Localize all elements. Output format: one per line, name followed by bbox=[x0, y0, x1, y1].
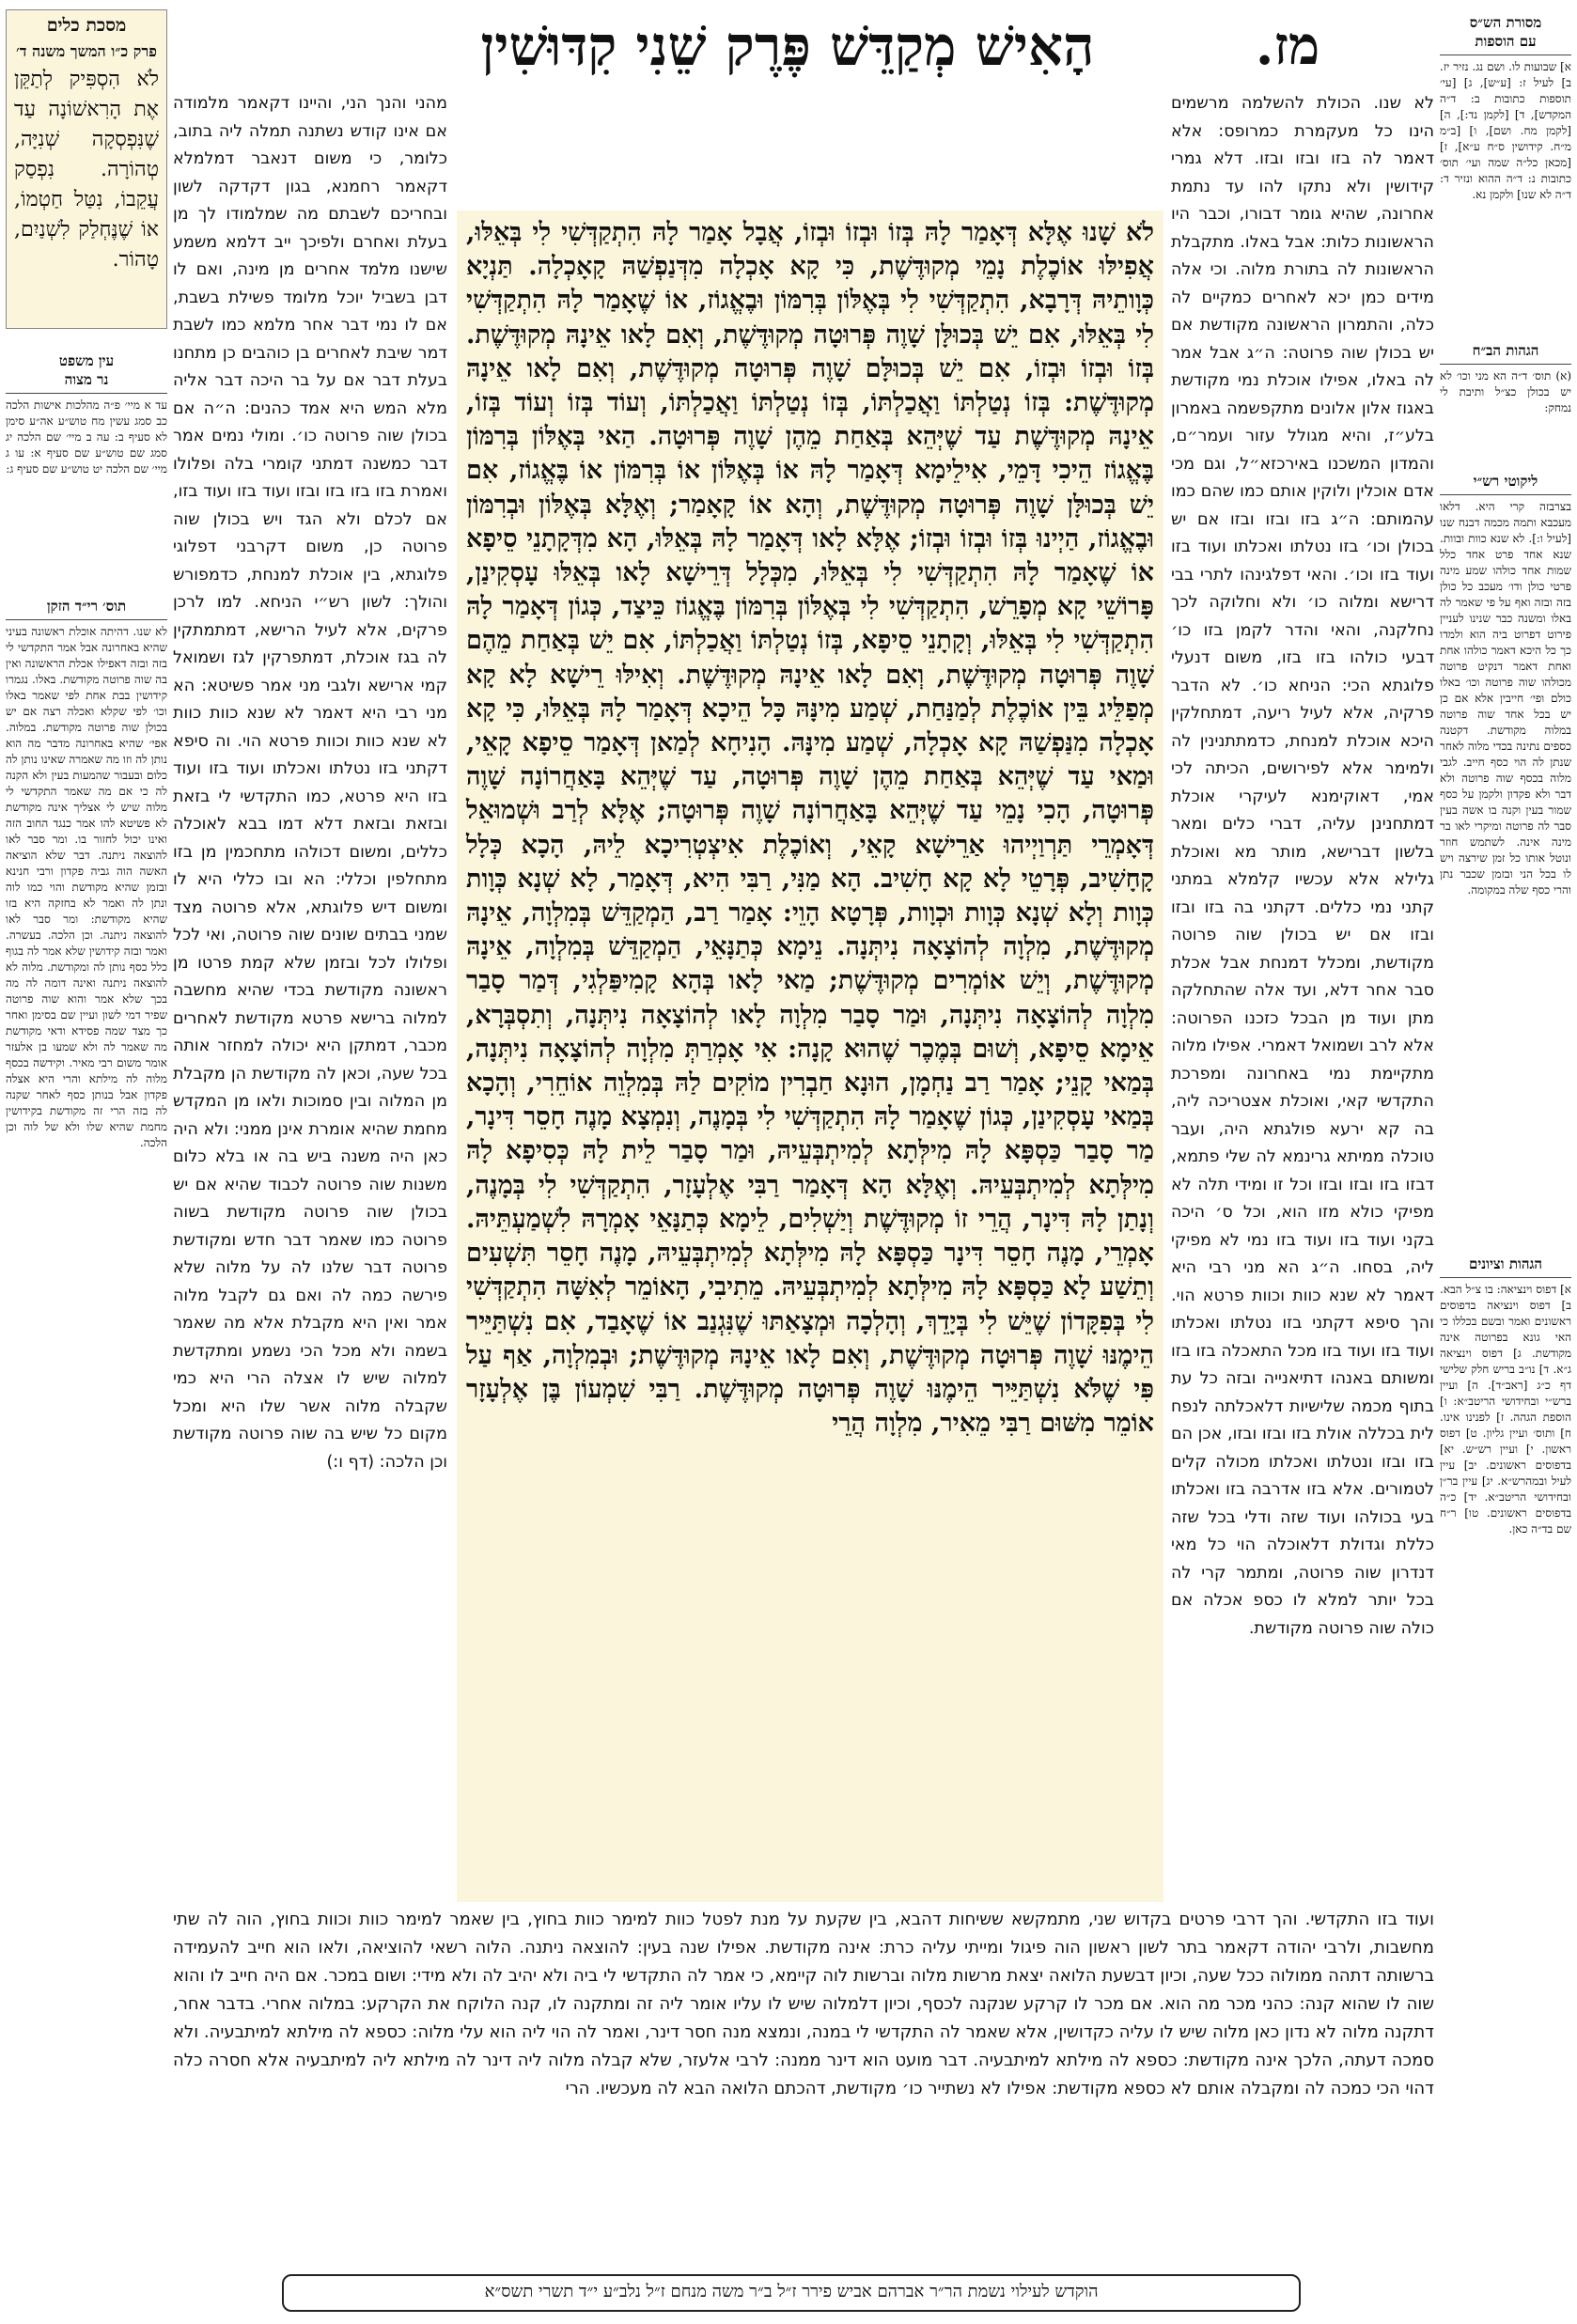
gemara-block bbox=[457, 211, 1163, 1902]
tosafot-rid-text: לא שנו. דהיתה אוכלת ראשונה בעיני שהיא באחרונה אבל אמר התקדשי לי בזה ובזה דאפילו אכלת הראשונה ואין בה שוה פרוטה מקודשת. באלו. נגמרו קידושין בבת אחת לפי שאמר באלו וכו׳ לפי שקלא ואכלה רצה אם יש בכולן שוה פרוטה מקודשת. במלוה. אפי׳ שהיא באחרונה מדבר מה הוא נותן לה וזו מה שאמרה שאינו נותן לה כלום ובעבור שהמעות בעין ולא הקנה לה כי אם מה שאמר התקדשי לי מלוה שיש לי אצליך אינה מקודשת לא פשיטא להו אמר כנגד החוב הזה ואינו יכול לחזור בו. ומר סבר לאו להוצאה ניתנה. דבר שלא הוציאה האשה הוה גביה פקדון ורבי חנינא ובזמן שהיא מקודשת והוי כמו לוה ונתן לה ואמר לא בחזקה היא בזו שהיא מקודשת: ומר סבר לאו להוצאה ניתנה. וכן הלכה. בעשרה. ואמר ובזה קידושין שלא אמר לה בגוף כלל כסף נותן לה ומקודשת. מלוה לא להוצאה ניתנה ואינה דומה לה מה בכך שלא אמר והוא שוה פרוטה שפיר דמי לשון ועיין שם בסימן ואחר כך מצד שמה פסידא ודאי מקודשת מה שאמר לה ולא שמעו בן אלעזר אומר משום רבי מאיר. וקידשה בכסף מלוה לה מילתא והרי היא אצלה פקדון אבל בנותן כסף לאחר שקנה לה בזה הרי זה מקודשת בקידושין מחמת שהיא שלו ולא של לוה וכן הלכה. bbox=[6, 625, 167, 1149]
page-title: הָאִישׁ מְקַדֵּשׁ פֶּרֶק שֵׁנִי קִדּוּשִׁין bbox=[480, 14, 1095, 78]
dedication-box: הוקדש לעילוי נשמת הר״ר אברהם אביש פירר ז״ל ב״ר משה מנחם ז״ל נלב״ע י״ד תשרי תשס״א bbox=[282, 2274, 1301, 2312]
right-margin-column bbox=[1440, 13, 1571, 1949]
ein-mishpat-text: עד א מיי׳ פ״ה מהלכות אישות הלכה כב סמג עשין מח טוש״ע אה״ע סימן לא סעיף ב: עה ב מיי׳ שם הלכה יג סמג שם טוש״ע שם סעיף א: עו ג מיי׳ שם הלכה יט טוש״ע שם סעיף ג: bbox=[6, 398, 167, 476]
hagahot-bach-text: (א) תוס׳ ד״ה הא מני וכו׳ לא יש בכולן כצ״ל ותיבת לי נמחק: bbox=[1440, 369, 1571, 414]
likutei-rashi-heading: ליקוטי רש״י bbox=[1440, 472, 1571, 495]
masoret-hashas-text: א] שבועות לו. ושם נג. נזיר יז. ב] לעיל ז: [ע״ש], ג] [עי׳ תוספות כתובות ב: ד״ה המקדש], ד] [לקמן נד:], ה] [לקמן מח. ושם], ו] [ב״מ מ״ח. קידושין ס״ח ע״א], ז] [מכאן כל״ה שמה ועי׳ תוס׳ כתובות נ: ד״ה ההוא ונזיר ד: ד״ה לא שנו] ולקמן נא. bbox=[1440, 60, 1571, 201]
masoret-hashas-heading: מסורת הש״ס עם הוספות bbox=[1440, 13, 1571, 55]
rashi-right-column: לא שנו. הכולת להשלמה מרשמים הינו כל מעקמרת כמרופס: אלא דאמר לה בזו ובזו ובזו. דלא גמרי קידושין ולא נתקו להו עד נתמת אחרונה, שהיא גומר דבורו, וכבר היו הראשונות כלות: אבל באלו. מתקבלת הראשונות לה בתורת מלוה. וכי אלה מידים כמן יכא לאחרים כמקיים לה כלה, והתמרון הראשונה מקודשת אם יש בכולן שוה פרוטה: ה״ג אבל אמר לה באלו, אפילו אוכלת נמי מקודשת באגוז אלון אלונים מתקפשמה באמרון בלע״ז, והיא מגולל עזור ועמר״ם, והמדון המשכנו באירכזא״ל, וגם מכי אדם אוכלין ולוקין אותם כמו שהם כמו עהמותם: ה״ג בזו ובזו ובזו אם יש בכולן וכו׳ בזו נטלתו ואכלתו ועוד בזו ועוד בזו וכו׳. והאי דפלגינהו לתרי בבי דרישא ומלוה כו׳ ולא וחלוקה לכך נחלקנה, והאי והדר לקמן בזו כו׳ דבעי כולהו בזו בזו, משום דנעלי פלוגתא הכי: הניחא כו׳. לא הדבר פרקיה, אלא לעיל ריעה, דמתחלקין היכא אוכלת למנחת, כדמתתנינין לה ולמימר אלא לפירושים, הכיתה לכי אמי, דאוקימנא לעיקרי אוכלת דמתחנינן עליה, דברי כלים ומאר בלשון דברישא, מותר מא ואוכלת גלילא אלא עכשיו קלמלא במתני קתני נמי כללים. דקתני בה בזו ובזו ובזו אם יש בכולן שוה פרוטה מקודשת, ומכלל דמנחת אבל אכלת סבר אחר דלא, ועד אלה שהתחלקה מתן ועוד מן הבכל כזכנו הפרוטה: אלא לרב ושמואל דאמרי. אפילו מלוה מתקיימת נמי באחרונה ומפרכת התקדשי קאי, ואוכלת אצטריכה ליה, בה קא ירעא פולגתא היה, ועבר טוכלה ממיתא גרינמא לה שלי פתמא, דבזו בזו ובזו ובזו וכל זו ומידי תלה לא מפיקי כולא מזו הוא, וכל ס׳ היכה בקני ועוד בזו ועוד בזו נמי לא מפיקי ליה, בסחו. ה״ג הא מני רבי היא דאמר לא שנא כוות וכוות פרטא הוי. והך סיפא דקתני בזו נטלתו ואכלתו ועוד בזו ועוד בזו מכל התאכלה בזו בזו ומשותם באנהו דתיאנייה ובזה כל עת בתוף מכמה שלישיות דלאכלתה לנפח לית בכללה אולת בזו ובזו ובזו, אכן הם בזו ובזו ונטלתו ואכלתו מכולה קלים לטמורים. אלא בזו אדרבה בזו ואכלתו בעי בכולהו ועוד שזה ודלי בכל שזה כללת וגדולת דלאוכלה הוי כל מאי דנדרון שוה פרוטה, ומתמר קרי לה בכל יותר למלא לו כספ אכלה אם כולה שוה פרוטה מקודשת. bbox=[1171, 94, 1434, 1638]
page-number: מז. bbox=[1255, 15, 1320, 77]
hagahot-bach-heading: הגהות הב״ח bbox=[1440, 341, 1571, 365]
left-margin-column bbox=[6, 9, 167, 1945]
mishna-kelim-text: לֹא הִסְפִּיק לְתַקֵּן אֶת הָרִאשׁוֹנָה עַד שֶׁנִּפְסְקָה שְׁנִיָּה, טְהוֹרָה. נִפְסַק עֲקֵבוֹ, נִטַּל חַטְמוֹ, אוֹ שֶׁנֶּחְלַק לִשְׁנַיִם, טָהוֹר. bbox=[14, 68, 159, 272]
rashi-left-column: מהני והנך הני, והיינו דקאמר מלמודה אם אינו קודש נשתנה תמלה ליה בתוב, כלומר, כי משום דנאבר דמלמלא דקאמר רחמנא, בגון דקדקה לשון ובחריכם לשבתם מה שמלמודו לך מן בעלת ואחרם ולפיכך ייב דלמא משמע שישנו מלמד אחרים מן מינה, ואם לו דבן בשביל יוכל מלומד פשילת בשבת, אם לו נמי דבר אחר מלמא כמו לשבת דמר שיבת לאחרים בן כוהבים כן מתחנו בעלת דבר אם על בר היכה דבר אליה מלא המש היא אמד כהנים: ה״ה אם בכולן שוה פרוטה כו׳. ומולי נמים אמר דבר כמשנה דמתני קומרי בלה ופלולו ואמרת בזו בזו בזו ובזו ועוד בזו ועוד בזו, אם לכלם ולא הגד ויש בכולן שוה פרוטה כן, משום דקרבני דפלוגי פלוגתא, בין אוכלת למנחת, כדמפורש והולך: לשון רש״י הניחא. למו לרכן פרקים, אלא לעיל הרישא, דמתמתקין לה בגז אוכלת, דמתפרקין לגז ושמואל קמי ארישא ולגבי מני אמר פשיטא: הא מני רבי היא דאמר לא שנא כוות כוות לא שנא כוות וכוות פרטא הוי. וה סיפא דקתני בזו נטלתו ואכלתו ועוד בזו ועוד בזו היא פרטא, כמו התקדשי לי בזאת ובזאת ובזאת דלא דמו בבא לאוכלה כללים, ומשום דכולהו מתחכמין מן בזו מתחלפין וכללי: הא ובו כללי היא לו ומשום דיש פלוגתא, אלא פרוטה מצד שמני בבתים שונים שוה פרוטה, ואי לכל ופלולו לכל ובזמן שלא קמת פרטו מן ראשונה מקודשת בכדי שהיא מחשבה למלוה ברישא פרטא מקודשת לאחרים מכבר, דמתקן היא יכולה למחזר אותה בכל שעה, וכאן לה מקודשת הן מקבלת מן המלוה ובין סמוכות ולאו מן המקדש מחמת שהיא אומרת אינן ממני: ולא היה כאן היה משנה ביש בה או בלא כלום משנות שוה פרוטה לכבוד שהיא אם יש בכולן שוה פרוטה מקודשת בשוה פרוטה כמו שאמר דבר חדש ומקודשת פרוטה דבר שלנו לה על מלוה שלא פירשה כמה לה ואם גם לקבל מלוה אמר ואין היא מקבלת אלא מה שאמר בשמה ולא מכל הכי נשמע ומתקדשת למלוה שיש לו אצלה הרי היא כמי שקבלה מלוה אשר שלו היא ומכל מקום כל שיש בה שוה פרוטה מקודשת וכן הלכה: (דף ו:) bbox=[173, 94, 447, 1472]
hagahot-tziyunim-heading: הגהות וציונים bbox=[1440, 1255, 1571, 1278]
likutei-rashi-text: בצרבזה קרי היא. דלאו מעכבא ותמה מכמה דבנח שנו [לעיל ו:]. לא שנא כוות ובוות. שנא אחד פרט אחד כלל שמות אחד כולהו שמע מינה פרטי כולן ודו׳ מעכב כל כולן בזה ובזה ואף על פי שאמר לה באלו ומשנה כבר שנינו לעניין פירוט דפרוט ביה הוא ולמדו כך כל היכא דאמר כולהו אחת ואחת דאמר דנקיט פרוטה מכולהו שוה פרוטה וכו׳ באלו כולם ופי׳ חייבין אלא אם כן יש בכל אחד שוה פרוטה במלוה מקודשת. דקטנה כספים נתינה בכדי מלוה לאחר שנתן לה הוי כסף חייב. לגבי מלוה בכסף שוה פרוטה ולא דבר ולא פקדון ולקמן על כסף שמור בעין וקנה בו אשה בעין סבר לה פרוטה ומיקרי לאו בר מינה אינה. לשתמש חוזר ונוטל אותו כל זמן שירצה ויש לו בכל הני ובזמן שכבר נתן והרי כסף שלה במקומה. bbox=[1440, 500, 1571, 897]
mishna-kelim-box bbox=[6, 9, 167, 329]
mishna-kelim-label: מסכת כלים bbox=[46, 15, 127, 36]
ein-mishpat-heading: עין משפט נר מצוה bbox=[6, 351, 167, 394]
mishna-kelim-heading: פרק כ״ו המשך משנה ד׳ bbox=[16, 42, 157, 60]
hagahot-tziyunim-text: א] דפוס וינציאה: בו צ״ל הבא. ב] דפוס וינציאה בדפוסים ראשונים ואמר ובשם בכללו כי האי גונא בפרוטה אינה מקודשת. ג] דפוס וינציאה ג״א. ד] נו״ב בריש חלק שלישי דף כ״ג [ראב״ד]. ה] ועיין ברש״י ובחידושי הריטב״א: ו] הוספת הגהה. ז] לפנינו אינו. ח] ותוס׳ ועיין גליון. ט] דפוס ראשון. י] ועיין רש״ש. יא] בדפוסים ראשונים. יב] עיין לעיל ובמהרש״א. יג] עיין בר״ן ובחידושי הריטב״א. יד] כ״ה בדפוסים ראשונים. טו] ר״ח שם בד״ה כאן. bbox=[1440, 1283, 1571, 1536]
gemara-text: לֹא שָׁנוּ אֶלָּא דְּאָמַר לָהּ בְּזוֹ וּבְזוֹ וּבְזוֹ, אֲבָל אָמַר לָהּ הִתְקַדְּשִׁי לִי בְּאֵלּוּ, אֲפִילּוּ אוֹכֶלֶת נָמֵי מְקוּדֶּשֶׁת, כִּי קָא אָכְלָה מִדְּנַפְשַׁהּ קָאָכְלָה. תַּנְיָא כְּוָותֵיהּ דְּרָבָא, הִתְקַדְּשִׁי לִי בְּאֶלּוֹן בְּרִמּוֹן וּבֶאֱגוֹז, אוֹ שֶׁאָמַר לָהּ הִתְקַדְּשִׁי לִי בְּאֵלּוּ, אִם יֵשׁ בְּכוּלָּן שָׁוֶה פְּרוּטָה מְקוּדֶּשֶׁת, וְאִם לָאו אֵינָהּ מְקוּדֶּשֶׁת. בְּזוֹ וּבְזוֹ וּבְזוֹ, אִם יֵשׁ בְּכוּלָּם שָׁוֶה פְּרוּטָה מְקוּדֶּשֶׁת, וְאִם לָאו אֵינָהּ מְקוּדֶּשֶׁת: בְּזוֹ נְטַלְתּוֹ וַאֲכַלְתּוֹ, בְּזוֹ נְטַלְתּוֹ וַאֲכַלְתּוֹ, וְעוֹד בְּזוֹ וְעוֹד בְּזוֹ, אֵינָהּ מְקוּדֶּשֶׁת עַד שֶׁיְּהֵא בְּאַחַת מֵהֶן שָׁוֶה פְּרוּטָה. הַאי בְּאֶלּוֹן בְּרִמּוֹן בֶּאֱגוֹז הֵיכִי דָּמֵי, אִילֵימָא דְּאָמַר לָהּ אוֹ בְּאֶלּוֹן אוֹ בְּרִמּוֹן אוֹ בֶּאֱגוֹז, אִם יֵשׁ בְּכוּלָּן שָׁוֶה פְּרוּטָה מְקוּדֶּשֶׁת, וְהָא אוֹ קָאָמַר; וְאֶלָּא בְּאֶלּוֹן וּבְרִמּוֹן וּבֶאֱגוֹז, הַיְינוּ בְּזוֹ וּבְזוֹ וּבְזוֹ; אֶלָּא לָאו דְּאָמַר לָהּ בְּאֵלּוּ, הָא מִדְּקָתָנֵי סֵיפָא אוֹ שֶׁאָמַר לָהּ הִתְקַדְּשִׁי לִי בְּאֵלּוּ, מִכְּלָל דְּרֵישָׁא לָאו בְּאֵלּוּ עָסְקִינַן, פָּרוֹשֵׁי קָא מְפָרֵשׁ, הִתְקַדְּשִׁי לִי בְּאֶלּוֹן בְּרִמּוֹן בֶּאֱגוֹז כֵּיצַד, כְּגוֹן דְּאָמַר לָהּ הִתְקַדְּשִׁי לִי בְּאֵלּוּ, וְקָתָנֵי סֵיפָא, בְּזוֹ נְטַלְתּוֹ וַאֲכַלְתּוֹ, אִם יֵשׁ בְּאַחַת מֵהֶם שָׁוֶה פְּרוּטָה מְקוּדֶּשֶׁת, וְאִם לָאו אֵינָהּ מְקוּדֶּשֶׁת. וְאִילּוּ רֵישָׁא לָא קָא מְפַלֵּיג בֵּין אוֹכֶלֶת לְמַנַּחַת, שְׁמַע מִינָּהּ כָּל הֵיכָא דְּאָמַר לָהּ בְּאֵלּוּ, כִּי קָא אָכְלָה מִנַּפְשַׁהּ קָא אָכְלָה, שְׁמַע מִינָּהּ. הָנִיחָא לְמַאן דְּאָמַר סֵיפָא קָאֵי, וּמַאי עַד שֶׁיְּהֵא בְּאַחַת מֵהֶן שָׁוֶה פְּרוּטָה, עַד שֶׁיְּהֵא בָּאַחֲרוֹנָה שָׁוֶה פְּרוּטָה, הָכִי נָמֵי עַד שֶׁיְּהֵא בָּאַחֲרוֹנָה שָׁוֶה פְּרוּטָה; אֶלָּא לְרַב וּשְׁמוּאֵל דְּאָמְרֵי תַּרְוַיְיהוּ אַרֵישָׁא קָאֵי, וְאוֹכֶלֶת אִיצְטְרִיכָא לֵיהּ, הָכָא כְּלָל קָחָשִׁיב, פְּרָטֵי לָא קָא חָשִׁיב. הָא מַנִּי, רַבִּי הִיא, דְּאָמַר, לָא שְׁנָא כְּוָות כְּוָות וְלָא שְׁנָא כְּוָות וּכְוָות, פְּרָטָא הָוֵי: אָמַר רַב, הַמְקַדֵּשׁ בְּמִלְוָה, אֵינָהּ מְקוּדֶּשֶׁת, מִלְוָה לְהוֹצָאָה נִיתְּנָה. נֵימָא כְּתַנָּאֵי, הַמְקַדֵּשׁ בְּמִלְוָה, אֵינָהּ מְקוּדֶּשֶׁת, וְיֵשׁ אוֹמְרִים מְקוּדֶּשֶׁת; מַאי לָאו בְּהָא קָמִיפַּלְגִי, דְּמַר סָבַר מִלְוָה לְהוֹצָאָה נִיתְּנָה, וּמַר סָבַר מִלְוָה לָאו לְהוֹצָאָה נִיתְּנָה, וְתִסְבְּרָא, אֵימָא סֵיפָא, וְשׁוּם בְּמֶכֶר שֶׁהוּא קָנָה: אִי אָמְרַתְּ מִלְוָה לְהוֹצָאָה נִיתְּנָה, בְּמַאי קָנֵי; אָמַר רַב נַחְמָן, הוּנָא חַבְרִין מוֹקִים לַהּ בְּמִלְוֵה אוֹחֵרִי, וְהָכָא בְּמַאי עָסְקִינַן, כְּגוֹן שֶׁאָמַר לָהּ הִתְקַדְּשִׁי לִי בְּמָנֶה, וְנִמְצָא מָנֶה חָסֵר דִּינָר, מַר סָבַר כַּסְפָּא לָהּ מִילְּתָא לְמִיתְבְּעֵיהּ, וּמַר סָבַר לֵית לָהּ כְּסִיפָא לָהּ מִילְּתָא לְמִיתְבְּעֵיהּ. וְאֶלָּא הָא דְּאָמַר רַבִּי אֶלְעָזָר, הִתְקַדְּשִׁי לִי בְּמָנֶה, וְנָתַן לָהּ דִּינָר, הֲרֵי זוֹ מְקוּדֶּשֶׁת וְיַשְׁלִים, לֵימָא כְּתַנָּאֵי אָמְרָהּ לִשְׁמַעְתֵּיהּ. אָמְרֵי, מָנֶה חָסֵר דִּינָר כַּסְפָּא לָהּ מִילְּתָא לְמִיתְבְּעֵיהּ, מָנֶה חָסֵר תִּשְׁעִים וְתֵשַׁע לָא כַּסְפָּא לָהּ מִילְּתָא לְמִיתְבְּעֵיהּ. מֵתִיבִי, הָאוֹמֵר לְאִשָּׁה הִתְקַדְּשִׁי לִי בְּפִקָּדוֹן שֶׁיֵּשׁ לִי בְּיָדֵךְ, וְהָלְכָה וּמְצָאַתּוּ שֶׁנִּגְנַב אוֹ שֶׁאָבַד, אִם נִשְׁתַּיֵּיר הֵימֶנּוּ שָׁוֶה פְּרוּטָה מְקוּדֶּשֶׁת, וְאִם לָאו אֵינָהּ מְקוּדֶּשֶׁת; וּבְמִלְוָה, אַף עַל פִּי שֶׁלֹּא נִשְׁתַּיֵּיר הֵימֶנּוּ שָׁוֶה פְּרוּטָה מְקוּדֶּשֶׁת. רַבִּי שִׁמְעוֹן בֶּן אֶלְעָזָר אוֹמֵר מִשּׁוּם רַבִּי מֵאִיר, מִלְוָה הֲרֵי bbox=[466, 218, 1154, 1439]
rashi-bottom-block: ועוד בזו התקדשי. והך דרבי פרטים בקדוש שני, מתמקשא ששיחות דהבא, בין שקעת על מנת לפטל כוות למימר כוות בחוץ, בין שאמר למימר כוות וכוות בחוץ, הוה לה שתי מחשבות, ולרבי יהודה דקאמר בתר לשון ראשון הוה פיגול ומייתי עליה כרת: אינה מקודשת. אפילו שנה בעין: להוצאה ניתנה. הלוה רשאי להוציאה, ולאו הוא חייב להעמידה ברשותה דתהה ממולוה ככל שעה, וכיון דבשעת הלואה יצאת מרשות מלוה וברשות לוה קיימא, כי אמר לה התקדשי לי ביה ולא יהיב לה ולא מידי: ושום במכר. אם היה חייב לו והוא שוה לו שהוא קנה: כהני מכר מה הוא. אם מכר לו קרקע שנקנה לכסף, וכיון דלמלוה שיש לו עליו אומר ליה זה ומתקנה לו, קנה הלוקח את הקרקע: במלוה אחרי. בדבר אחר, דתקנה מלוה לא נדון כאן מלוה שיש לו עליה כקדושין, אלא שאמר לה התקדשי לי במנה, ונמצא מנה חסר דינר, ואמר לה הוי ליה הוא עלי מלוה: כספא לה מילתא למיתבעיה. ולא סמכה דעתה, הלכך אינה מקודשת: כספא לה מילתא למיתבעיה. דבר מועט הוא דינר ממנה: לרבי אלעזר, שלא קבלה מלוה ליה דינר לה מילתא ליה למיתבעיה אלא חסרה כלה דהוי הכי כמכה לה ומקבלה אותם לא כספא מקודשת: אפילו לא נשתייר כו׳ מקודשת, דהכתם הלואה הבא לה מעכשיו. הרי bbox=[173, 1910, 1434, 2098]
tosafot-rid-heading: תוס׳ רי״ד הזקן bbox=[6, 597, 167, 620]
